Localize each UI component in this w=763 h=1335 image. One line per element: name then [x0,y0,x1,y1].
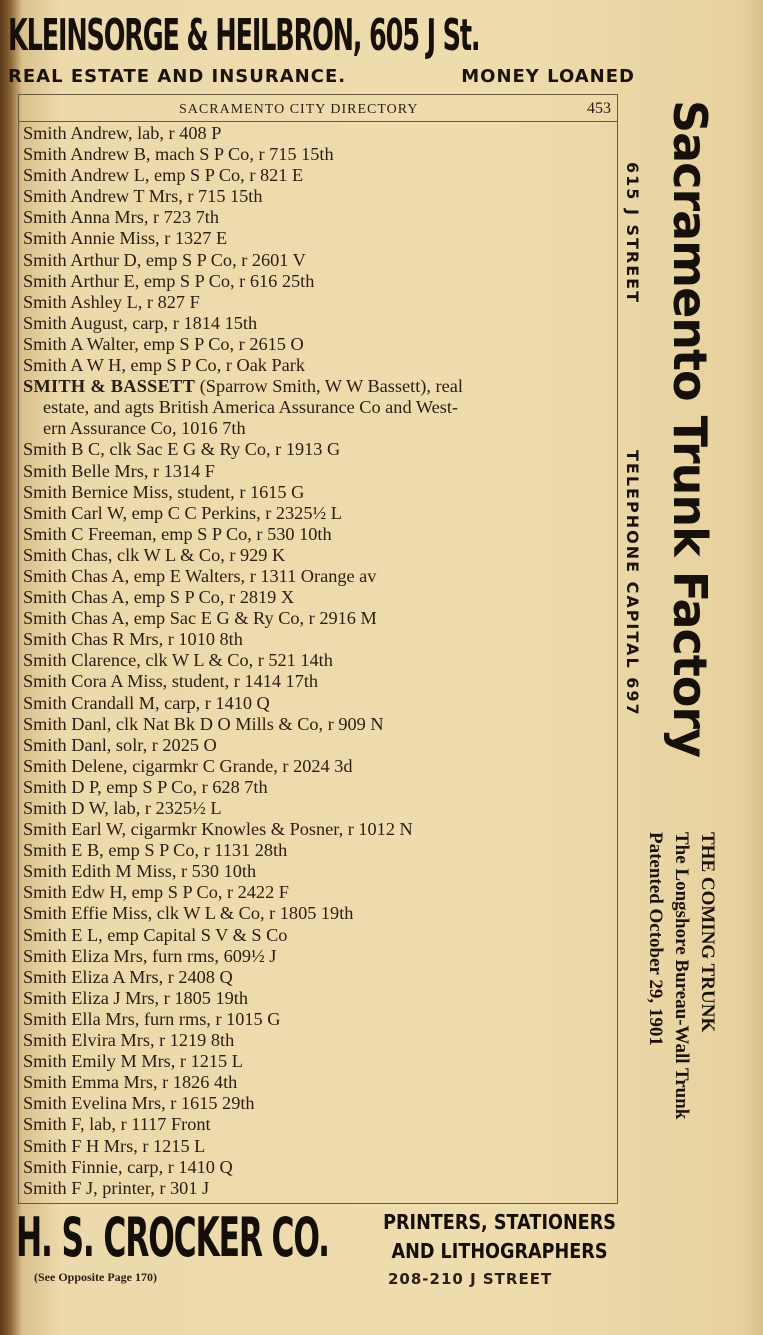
directory-entry [23,861,615,882]
directory-entry [23,714,615,735]
directory-entry [23,629,615,650]
entry-text: Smith Andrew T Mrs, r 715 15th [23,186,263,207]
directory-entry [23,228,615,249]
entry-text: Smith Chas R Mrs, r 1010 8th [23,629,243,650]
advertiser-money-loaned: MONEY LOANED [461,66,635,87]
entry-text: Smith Annie Miss, r 1327 E [23,228,228,249]
running-head [19,99,617,122]
advertiser-tagline: REAL ESTATE AND INSURANCE. [8,66,347,87]
directory-entry [23,482,615,503]
directory-entry [23,608,615,629]
entry-text: Smith Finnie, carp, r 1410 Q [23,1156,233,1177]
entry-text: Smith Chas A, emp Sac E G & Ry Co, r 2916 M [23,608,377,629]
entry-text: Smith Belle Mrs, r 1314 F [23,460,215,481]
footer-services-line-1: PRINTERS, STATIONERS [383,1210,616,1234]
entry-text: Smith E L, emp Capital S V & S Co [23,924,288,945]
entry-text: Smith Emily M Mrs, r 1215 L [23,1051,243,1072]
directory-entry [23,1178,615,1199]
directory-entry [23,165,615,186]
directory-entry [23,207,615,228]
directory-entry [23,988,615,1009]
entry-text: Smith D W, lab, r 2325½ L [23,798,222,818]
entry-text: Smith B C, clk Sac E G & Ry Co, r 1913 G [23,439,341,460]
entry-text: Smith Chas, clk W L & Co, r 929 K [23,544,286,565]
entry-text: Smith Danl, clk Nat Bk D O Mills & Co, r 909 N [23,713,384,734]
entry-text: Smith Clarence, clk W L & Co, r 521 14th [23,650,333,671]
advertiser-headline: KLEINSORGE & HEILBRON, 605 J St. [8,10,480,61]
directory-entry [23,1114,615,1135]
entry-text: Smith August, carp, r 1814 15th [23,312,258,333]
directory-entry [23,840,615,861]
entry-text: Smith F, lab, r 1117 Front [23,1114,211,1135]
running-head-title: SACRAMENTO CITY DIRECTORY [179,102,419,117]
directory-entries [23,123,615,1199]
side-ad-line-2: The Longshore Bureau-Wall Trunk [671,832,692,1120]
directory-entry [23,250,615,271]
directory-entry [23,925,615,946]
directory-entry [23,439,615,460]
entry-text: Smith Chas A, emp E Walters, r 1311 Orange av [23,565,377,586]
directory-entry [23,524,615,545]
entry-text: Smith D P, emp S P Co, r 628 7th [23,776,268,797]
directory-entry [23,882,615,903]
directory-entry [23,271,615,292]
side-address: 615 J STREET [623,162,642,305]
entry-text: Smith Ella Mrs, furn rms, r 1015 G [23,1008,281,1029]
entry-text: Smith Earl W, cigarmkr Knowles & Posner, r 1012 N [23,819,413,840]
side-telephone: TELEPHONE CAPITAL 697 [623,450,642,717]
directory-entry [23,186,615,207]
directory-entry [23,376,615,397]
directory-entry [23,1009,615,1030]
directory-entry [23,671,615,692]
entry-text: Smith Danl, solr, r 2025 O [23,734,217,755]
directory-entry [23,819,615,840]
page-number: 453 [587,100,611,117]
footer-services-line-2: AND LITHOGRAPHERS [391,1239,608,1263]
entry-text: Smith A Walter, emp S P Co, r 2615 O [23,333,304,354]
directory-entry [23,144,615,165]
entry-text: Smith Andrew B, mach S P Co, r 715 15th [23,144,334,165]
entry-text: Smith Emma Mrs, r 1826 4th [23,1072,238,1093]
entry-text: Smith Anna Mrs, r 723 7th [23,207,220,228]
directory-entry [23,650,615,671]
directory-entry [23,1093,615,1114]
directory-entry [23,397,615,418]
directory-entry [23,1072,615,1093]
entry-text: Smith Arthur E, emp S P Co, r 616 25th [23,270,315,291]
directory-entry [23,777,615,798]
entry-text: Smith Andrew L, emp S P Co, r 821 E [23,165,304,186]
directory-entry [23,292,615,313]
directory-entry [23,503,615,524]
directory-entry [23,1030,615,1051]
directory-entry [23,313,615,334]
directory-entry [23,967,615,988]
directory-entry [23,756,615,777]
entry-text: Smith Arthur D, emp S P Co, r 2601 V [23,249,306,270]
directory-entry [23,587,615,608]
directory-entry [23,1157,615,1178]
directory-entry [23,693,615,714]
directory-entry [23,461,615,482]
entry-text: (Sparrow Smith, W W Bassett), real [195,376,463,397]
entry-text: Smith Carl W, emp C C Perkins, r 2325½ L [23,502,342,523]
entry-text: Smith Eliza A Mrs, r 2408 Q [23,966,233,987]
entry-text: Smith Crandall M, carp, r 1410 Q [23,692,270,713]
directory-entry [23,566,615,587]
directory-entry [23,123,615,144]
entry-text: Smith Ashley L, r 827 F [23,291,200,312]
directory-entry [23,1136,615,1157]
entry-text: ern Assurance Co, 1016 7th [43,418,246,439]
footer-see-reference: (See Opposite Page 170) [34,1270,157,1284]
footer-services [362,1208,637,1266]
side-trunk-ad [620,832,720,1212]
entry-text: Smith Chas A, emp S P Co, r 2819 X [23,587,295,608]
side-ad-line-3: Patented October 29, 1901 [645,832,666,1046]
entry-text: Smith Cora A Miss, student, r 1414 17th [23,671,319,692]
entry-text: Smith Effie Miss, clk W L & Co, r 1805 19th [23,903,354,924]
directory-entry [23,903,615,924]
side-advertiser-name: Sacramento Trunk Factory [663,100,717,758]
entry-text: estate, and agts British America Assurance Co and West- [43,397,459,418]
entry-text: Smith Eliza Mrs, furn rms, 609½ J [23,945,277,966]
directory-entry [23,334,615,355]
directory-entry [23,545,615,566]
footer-street: 208-210 J STREET [388,1270,553,1288]
directory-entry [23,946,615,967]
entry-firm-name: SMITH & BASSETT [23,376,196,397]
entry-text: Smith Edith M Miss, r 530 10th [23,861,257,882]
entry-text: Smith Eliza J Mrs, r 1805 19th [23,987,248,1008]
entry-text: Smith F J, printer, r 301 J [23,1177,210,1198]
entry-text: Smith Delene, cigarmkr C Grande, r 2024 3d [23,755,353,776]
directory-entry [23,355,615,376]
directory-page-frame [18,94,618,1204]
directory-entry [23,798,615,819]
entry-text: Smith Bernice Miss, student, r 1615 G [23,481,305,502]
side-ad-line-1: THE COMING TRUNK [697,832,718,1033]
entry-text: Smith E B, emp S P Co, r 1131 28th [23,840,288,861]
entry-text: Smith Edw H, emp S P Co, r 2422 F [23,882,289,903]
footer-advertiser: H. S. CROCKER CO. [16,1206,329,1269]
entry-text: Smith C Freeman, emp S P Co, r 530 10th [23,523,332,544]
directory-entry [23,735,615,756]
entry-text: Smith A W H, emp S P Co, r Oak Park [23,355,306,376]
entry-text: Smith Elvira Mrs, r 1219 8th [23,1030,235,1051]
directory-entry [23,418,615,439]
entry-text: Smith Andrew, lab, r 408 P [23,123,222,143]
entry-text: Smith F H Mrs, r 1215 L [23,1135,206,1156]
entry-text: Smith Evelina Mrs, r 1615 29th [23,1093,255,1114]
directory-entry [23,1051,615,1072]
